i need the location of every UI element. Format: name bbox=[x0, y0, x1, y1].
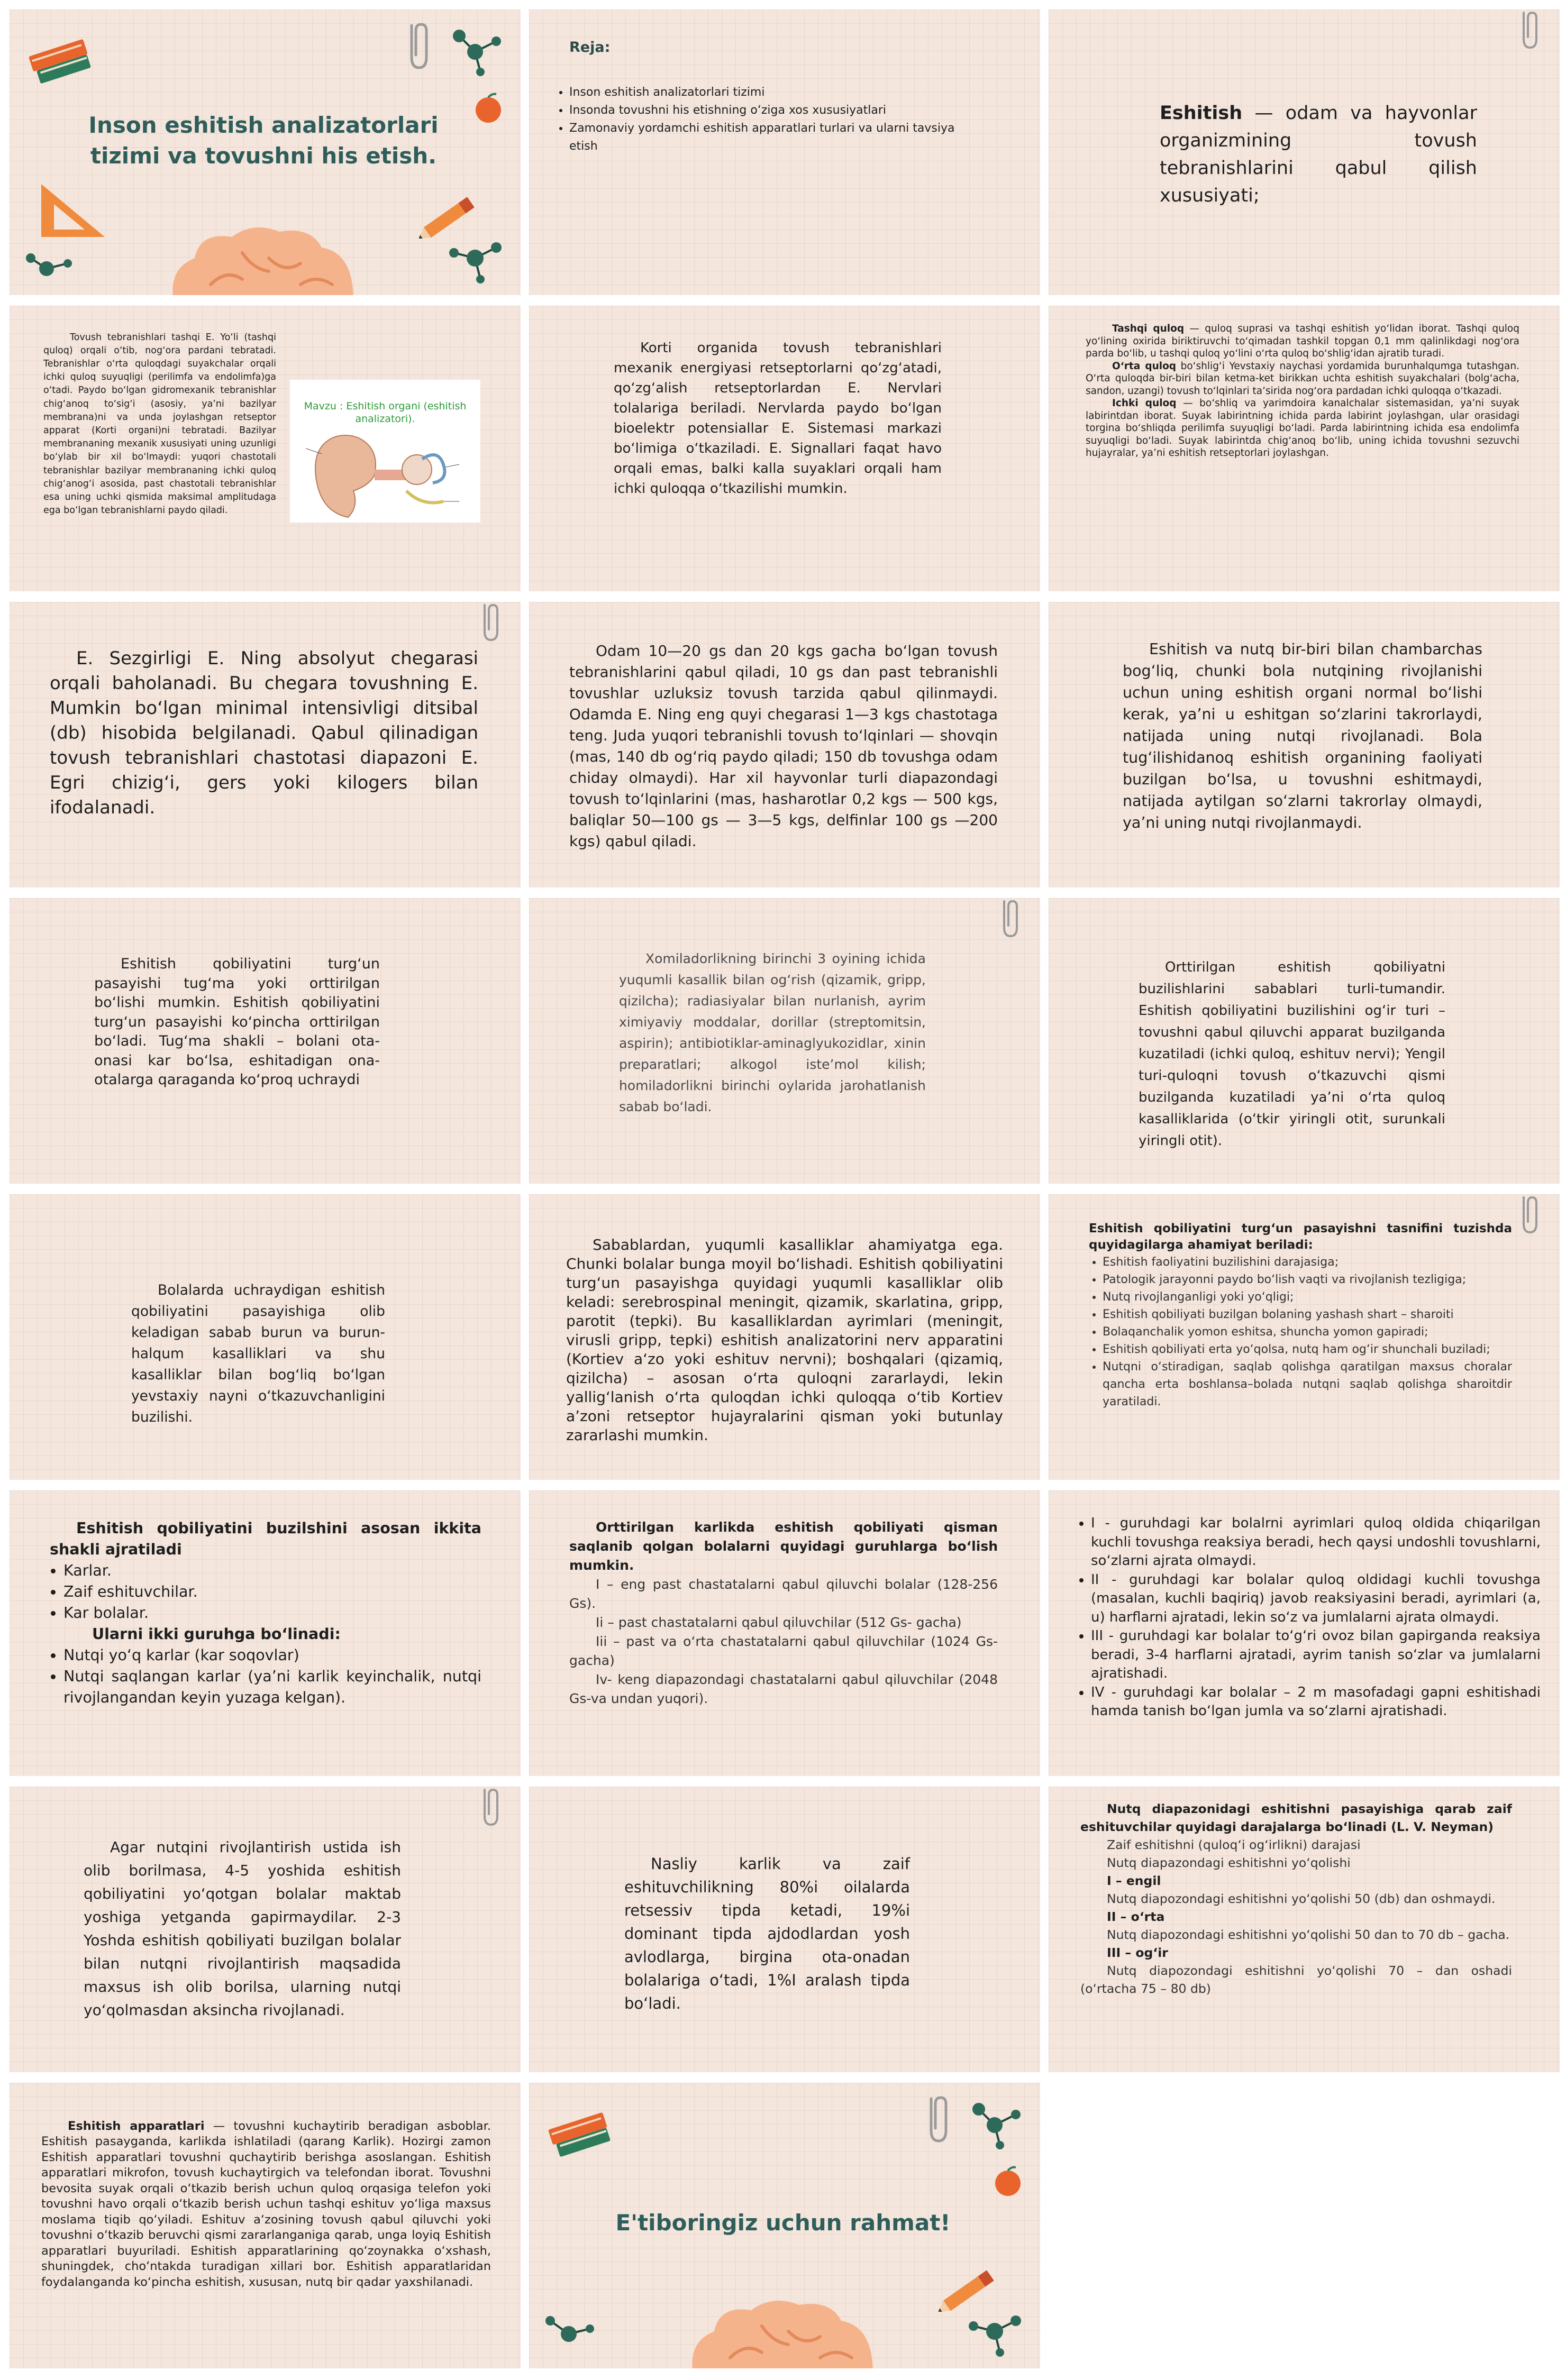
forms-item: • Zaif eshituvchilar. bbox=[63, 1581, 481, 1603]
classification-item: • Eshitish faoliyatini buzilishini darajasiga; bbox=[1103, 1253, 1512, 1271]
deaf-reaction-item: • IV - guruhdagi kar bolalar – 2 m masofadagi gapni eshitishadi hamda tanish bo‘lgan jumla va so‘zlarni ajratishadi. bbox=[1091, 1683, 1541, 1721]
deaf-group-item: • Nutqi saqlangan karlar (ya’ni karlik keyinchalik, nutqi rivojlangandan keyin yuzaga kelgan). bbox=[63, 1666, 481, 1708]
degree-label: III – og‘ir bbox=[1107, 1945, 1168, 1960]
apple-icon bbox=[470, 89, 507, 126]
middle-ear-paragraph bbox=[1086, 360, 1519, 398]
slide-22 bbox=[10, 2083, 521, 2368]
ear-diagram bbox=[301, 427, 470, 523]
slide-2 bbox=[529, 10, 1040, 295]
groups-heading: Orttirilgan karlikda eshitish qobiliyati qisman saqlanib qolgan bolalarni quyidagi guruhlarga bo‘lish mumkin. bbox=[569, 1519, 998, 1573]
degrees-block bbox=[1080, 1800, 1512, 1998]
korti-text: Korti organida tovush tebranishlari mexanik energiyasi retseptorlarni qo‘zg‘atadi, qo‘zg‘alish retseptorlardan E. Nervlari tolalariga beriladi. Nervlarda paydo bo‘lgan bioelektr potensiallar E. Sistemasi markazi bo‘limiga o‘tkaziladi. E. Signallari faqat havo orqali emas, balki kalla suyaklari orqali ham ichki quloqqa o‘tkazilishi mumkin. bbox=[614, 340, 942, 497]
ear-figure bbox=[290, 380, 480, 523]
degrees-line: Zaif eshitishni (quloq‘i og‘irlikni) darajasi bbox=[1107, 1837, 1361, 1852]
molecule-icon bbox=[963, 2093, 1026, 2152]
hearing-aids-text bbox=[41, 2119, 491, 2291]
groups-item: Ii – past chastatalarni qabul qiluvchilar (512 Gs- gacha) bbox=[596, 1615, 962, 1630]
slide-10 bbox=[10, 898, 521, 1184]
inner-ear-paragraph bbox=[1086, 397, 1519, 460]
hearing-loss-text: Eshitish qobiliyatini turg‘un pasayishi tug‘ma yoki orttirilgan bo‘lishi mumkin. Eshitish qobiliyatini turg‘un pasayishi ko‘pincha orttirilgan bo‘ladi. Tug‘ma shakli – bolani ota-onasi kar bo‘lsa, eshitadigan ona-otalarga qaraganda ko‘proq uchraydi bbox=[94, 956, 380, 1088]
classification-list bbox=[1089, 1253, 1512, 1411]
slide-12 bbox=[1049, 898, 1560, 1184]
speech-development-text: Agar nutqini rivojlantirish ustida ish olib borilmasa, 4-5 yoshida eshitish qobiliyatini yo‘qotgan bolalar maktab yoshiga yetganda gapirmaydilar. 2-3 Yoshda eshitish qobiliyati buzilgan bolalar bilan nutqni rivojlantirish maqsadida maxsus ish olib borilsa, ularning nutqi yo‘qolmasdan aksincha rivojlanadi. bbox=[84, 1838, 401, 2019]
molecule-icon bbox=[443, 20, 507, 78]
classification-item: • Patologik jarayonni paydo bo‘lish vaqti va rivojlanish tezligiga; bbox=[1103, 1271, 1512, 1288]
slide-20 bbox=[529, 1787, 1040, 2072]
forms-heading: Eshitish qobiliyatini buzilshini asosan ikkita shakli ajratiladi bbox=[50, 1519, 481, 1558]
apple-icon bbox=[989, 2162, 1026, 2199]
paperclip-icon bbox=[1514, 10, 1546, 52]
slide-23 bbox=[529, 2083, 1040, 2368]
brain-icon bbox=[163, 221, 364, 295]
speech-text: Eshitish va nutq bir-biri bilan chambarchas bog‘liq, chunki bola nutqining rivojlanishi uchun uning eshitish organi normal bo‘lishi kerak, ya’ni u eshitgan so‘zlarini takrorlaydi, natijada uning nutqi rivojlanadi. Bola tug‘ilishidanoq eshitish organining faoliyati buzilgan bo‘lsa, u tovushni eshitmaydi, natijada aytilgan so‘zlarni takrorlay olmaydi, ya’ni uning nutqi rivojlanmaydi. bbox=[1123, 640, 1482, 831]
inner-ear-body: — bo‘shliq va yarimdoira kanalchalar sistemasidan, ya’ni suyak labirintdan iborat. Suyak labirintning ichida parda labirint joylashgan, ular orasidagi torgina bo‘shliqda perilimfa suyuqligi bo‘ladi. Parda labirintning ichida esa endolimfa suyuqligi bo‘ladi. Suyak labirintda chig‘anoq bo‘lib, uning ichida tovushni sezuvchi hujayralar, ya’ni eshitish retseptorlari joylashgan. bbox=[1086, 398, 1519, 459]
classification-heading: Eshitish qobiliyatini turg‘un pasayishni tasnifini tuzishda quyidagilarga ahamiyat beriladi: bbox=[1089, 1222, 1512, 1252]
books-icon bbox=[545, 2099, 619, 2178]
forms-item: • Kar bolalar. bbox=[63, 1603, 481, 1624]
classification-item: • Eshitish qobiliyati buzilgan bolaning yashash shart – sharoiti bbox=[1103, 1306, 1512, 1323]
slide-14 bbox=[529, 1194, 1040, 1480]
frequency-text: Odam 10—20 gs dan 20 kgs gacha bo‘lgan tovush tebranishlarini qabul qiladi, 10 gs dan past tebranishli tovushlar uzluksiz tovush tarzida qabul qilinmaydi. Odamda E. Ning eng quyi chegarasi 1—3 kgs chastotaga teng. Juda yuqori tebranishli tovush to‘lqinlari — shovqin (mas, 140 db og‘riq paydo qiladi; 150 db tovushga odam chiday olmaydi). Har xil hayvonlar turli diapazondagi tovush to‘lqinlarini (mas, hasharotlar 0,2 kgs — 500 kgs, baliqlar 50—100 gs — 3—5 kgs, delfinlar 100 gs —200 kgs) qabul qiladi. bbox=[569, 642, 998, 850]
presentation-title: Inson eshitish analizatorlari tizimi va tovushni his etish. bbox=[88, 112, 439, 169]
set-square-icon bbox=[36, 179, 110, 242]
middle-ear-term: O‘rta quloq bbox=[1112, 360, 1177, 372]
slide-5 bbox=[529, 306, 1040, 591]
deaf-reaction-item: • II - guruhdagi kar bolalar quloq oldidagi kuchli tovushga (masalan, kuchli baqiriq) javob reaksiyasini beradi, ayrimlari (a, u) harflarni ajratadi, lekin so‘z va jumlalarni ajrata olmaydi. bbox=[1091, 1571, 1541, 1627]
degrees-heading: Nutq diapazonidagi eshitishni pasayishiga qarab zaif eshituvchilar quyidagi darajalarga bo‘linadi (L. V. Neyman) bbox=[1080, 1801, 1512, 1834]
plan-heading: Reja: bbox=[569, 39, 611, 56]
degree-label: II – o‘rta bbox=[1107, 1909, 1165, 1924]
groups-block bbox=[569, 1518, 998, 1708]
definition-text bbox=[1160, 99, 1477, 209]
thanks-title: E'tiboringiz uchun rahmat! bbox=[615, 2210, 951, 2236]
deaf-reaction-item: • I - guruhdagi kar bolalrni ayrimlari quloq oldida chiqarilgan kuchli tovushga reaksiya beradi, hech qaysi undoshli tovushlarni, so‘zlarni ajrata olmaydi. bbox=[1091, 1514, 1541, 1571]
acquired-causes-text: Orttirilgan eshitish qobiliyatni buzilishlarini sabablari turli-tumandir. Eshitish qobiliyatini buzilishini og‘ir turi – tovushni qabul qiluvchi apparat buzilganda kuzatiladi (ichki quloq, eshituv nervi); Yengil turi-quloqni tovush o‘tkazuvchi qismi buzilganda kuzatiladi ya’ni o‘rta quloq kasalliklarida (o‘tkir yiringli otit, surunkali yiringli otit). bbox=[1139, 959, 1445, 1149]
slide-11 bbox=[529, 898, 1040, 1184]
books-icon bbox=[25, 25, 99, 105]
classification-item: • Nutq rivojlanganligi yoki yo‘qligi; bbox=[1103, 1288, 1512, 1306]
slide-8 bbox=[529, 602, 1040, 887]
slide-17 bbox=[529, 1490, 1040, 1776]
classification-item: • Nutqni o‘stiradigan, saqlab qolishga qaratilgan maxsus choralar qancha erta boshlansa–bolada nutqni saqlab qolishga sharoitdir yaratiladi. bbox=[1103, 1358, 1512, 1411]
slide-15 bbox=[1049, 1194, 1560, 1480]
hearing-aids-body: — tovushni kuchaytirib beradigan asboblar. Eshitish pasayganda, karlikda ishlatiladi (qarang Karlik). Hozirgi zamon Eshitish apparatlari tovushni quchaytirib berishga asoslangan. Eshitish apparatlari mikrofon, tovush kuchaytirgich va telefondan iborat. Tovushni bevosita suyak orqali o‘tkazib berish uchun quloq orqasiga telefon yoki tovushni havo orqali o‘tkazib berish uchun tashqi eshituv yo‘liga maxsus moslama tiqib qo‘yiladi. Eshituv a‘zosining tovush qabul qiluvchi yoki tovushni o‘tkazib beruvchi qismi zararlanganiga qarab, unga loyiq Eshitish apparatlari buyuriladi. Eshitish apparatlarining qo‘zoynakka o‘xshash, shuningdek, cho‘ntakda turadigan xillari bor. Eshitish apparatlaridan foydalanganda ko‘pincha eshitish, xususan, nutq bir qadar yaxshilanadi. bbox=[41, 2119, 491, 2289]
paperclip-icon bbox=[995, 898, 1026, 940]
forms-subheading: Ularni ikki guruhga bo‘linadi: bbox=[92, 1625, 341, 1643]
plan-item: • Zamonaviy yordamchi eshitish apparatlari turlari va ularni tavsiya etish bbox=[569, 120, 982, 155]
slide-6 bbox=[1049, 306, 1560, 591]
slide-9 bbox=[1049, 602, 1560, 887]
paperclip-icon bbox=[475, 602, 507, 644]
outer-ear-paragraph bbox=[1086, 323, 1519, 360]
deaf-group-item: • Nutqi yo‘q karlar (kar soqovlar) bbox=[63, 1645, 481, 1666]
slide-18 bbox=[1049, 1490, 1560, 1776]
classification-block bbox=[1089, 1221, 1512, 1411]
heredity-text: Nasliy karlik va zaif eshituvchilikning 80%i oilalarda retsessiv tipda ketadi, 19%i dominant tipda ajdodlardan yosh avlodlarga, birgina ota-onadan bolalariga o‘tadi, 1%I aralash tipda bo‘ladi. bbox=[624, 1855, 910, 2012]
slide-1 bbox=[10, 10, 521, 295]
definition-term: Eshitish bbox=[1160, 103, 1243, 124]
forms-item: • Karlar. bbox=[63, 1560, 481, 1581]
definition-body: — odam va hayvonlar organizmining tovush tebranishlarini qabul qilish xususiyati; bbox=[1160, 103, 1477, 206]
paperclip-icon bbox=[401, 20, 433, 73]
paperclip-icon bbox=[1514, 1194, 1546, 1237]
slide-7 bbox=[10, 602, 521, 887]
paperclip-icon bbox=[921, 2093, 952, 2146]
pregnancy-causes-text: Xomiladorlikning birinchi 3 oyining ichida yuqumli kasallik bilan og‘rish (qizamik, gripp, qizilcha); radiasiyalar bilan nurlanish, ayrim ximiyaviy moddalar, dorillar (streptomitsin, aspirin); antibiotiklar-aminaglyukozidlar, xinin preparatlari; alkogol iste’mol kilish; homiladorlikni birinchi oylarida jarohatlanish sabab bo‘ladi. bbox=[619, 951, 926, 1114]
paperclip-icon bbox=[475, 1787, 507, 1829]
degrees-line: Nutq diapazondagi eshitishni yo‘qolishi bbox=[1107, 1855, 1351, 1870]
deaf-groups-list bbox=[50, 1645, 481, 1708]
molecule-icon bbox=[540, 2305, 603, 2358]
degrees-line: Nutq diapozondagi eshitishni yo‘qolishi 50 dan to 70 db – gacha. bbox=[1107, 1927, 1510, 1942]
deaf-reactions-list bbox=[1077, 1514, 1541, 1721]
degrees-line: Nutq diapozondagi eshitishni yo‘qolishi 70 – dan oshadi (o‘rtacha 75 – 80 db) bbox=[1080, 1963, 1512, 1996]
groups-item: I – eng past chastatalarni qabul qiluvchi bolalar (128-256 Gs). bbox=[569, 1577, 998, 1611]
plan-item: • Insonda tovushni his etishning o‘ziga xos xususiyatlari bbox=[569, 102, 982, 120]
molecule-icon bbox=[443, 232, 507, 290]
outer-ear-body: — quloq suprasi va tashqi eshitish yo‘lidan iborat. Tashqi quloq yo‘lining oxirida biriktiruvchi to‘qimadan tashkil topgan 0,1 mm qalinlikdagi nog‘ora parda bo‘lib, u tashqi quloq yo‘lini o‘rta quloq bo‘shlig‘idan ajratib turadi. bbox=[1086, 323, 1519, 359]
molecule-icon bbox=[20, 242, 78, 290]
molecule-icon bbox=[963, 2305, 1026, 2363]
slide-13 bbox=[10, 1194, 521, 1480]
plan-list bbox=[556, 84, 982, 155]
hearing-aids-term: Eshitish apparatlari bbox=[68, 2119, 205, 2133]
sensitivity-text: E. Sezgirligi E. Ning absolyut chegarasi orqali baholanadi. Bu chegara tovushning E. Mumkin bo‘lgan minimal intensivligi ditsibal (db) hisobida belgilanadi. Qabul qilinadigan tovush tebranishlari chastotasi diapazoni E. Egri chizig‘i, gers yoki kilogers bilan ifodalanadi. bbox=[50, 648, 478, 818]
slide-21 bbox=[1049, 1787, 1560, 2072]
slide-3 bbox=[1049, 10, 1560, 295]
nasal-causes-text: Bolalarda uchraydigan eshitish qobiliyatini pasayishiga olib keladigan sabab burun va burun-halqum kasalliklari va shu kasalliklar bilan bog‘liq bo‘lgan yevstaxiy nayni o‘tkazuvchanligini buzilishi. bbox=[131, 1281, 385, 1425]
infection-causes-text: Sabablardan, yuqumli kasalliklar ahamiyatga ega. Chunki bolalar bunga moyil bo‘lishadi. Eshitish qobiliyatini turg‘un pasayishga quyidagi yuqumli kasalliklar olib keladi: serebrospinal meningit, qizamik, skarlatina, gripp, parotit (tepki). Bu kasalliklardan ayrimlari (meningit, virusli gripp, tepki) eshitish analizatorini nerv apparatini (Kortiev a‘zo yoki eshituv nervni); boshqalari (qizamiq, qizilcha) – asosan o‘rta quloqni zararlaydi, lekin yallig‘lanish o‘rta quloqdan ichki quloqqa o‘tib Kortiev a’zoni retseptor hujayralarini qisman yoki butunlay zararlashi mumkin. bbox=[566, 1236, 1003, 1444]
classification-item: • Eshitish qobiliyati erta yo‘qolsa, nutq ham og‘ir shunchali buziladi; bbox=[1103, 1341, 1512, 1358]
groups-item: Iii – past va o‘rta chastatalarni qabul qiluvchilar (1024 Gs-gacha) bbox=[569, 1634, 998, 1668]
forms-block bbox=[50, 1518, 481, 1708]
slide-16 bbox=[10, 1490, 521, 1776]
outer-ear-term: Tashqi quloq bbox=[1112, 323, 1185, 334]
plan-item: • Inson eshitish analizatorlari tizimi bbox=[569, 84, 982, 102]
groups-item: Iv- keng diapazondagi chastatalarni qabul qiluvchilar (2048 Gs-va undan yuqori). bbox=[569, 1672, 998, 1706]
degrees-line: Nutq diapozondagi eshitishni yo‘qolishi 50 (db) dan oshmaydi. bbox=[1107, 1891, 1496, 1906]
inner-ear-term: Ichki quloq bbox=[1112, 398, 1177, 409]
hearing-text: Tovush tebranishlari tashqi E. Yo‘li (tashqi quloq) orqali o‘tib, nog‘ora pardani tebratadi. Tebranishlar o‘rta quloqdagi suyakchalar orqali ichki quloq suyuqligi (perilimfa va endolimfa)ga o‘tadi. Paydo bo‘lgan gidromexanik tebranishlar chig‘anoq to‘sig‘i (asosiy, ya’ni bazilyar membrana)ni va unda joylashgan retseptor apparat (Korti organi)ni tebratadi. Bazilyar membrananing mexanik xususiyati uning uzunligi bo‘ylab bir xil bo‘lmaydi: yuqori chastotali tebranishlar bazilyar membrananing ichki quloq chig‘anog‘i asosida, past chastotali tebranishlar esa uning uchki qismida maksimal amplitudaga ega bo‘lgan tebranishlarni paydo qiladi. bbox=[43, 332, 276, 516]
brain-icon bbox=[682, 2294, 884, 2368]
ear-parts-text bbox=[1086, 323, 1519, 460]
deaf-reaction-item: • III - guruhdagi kar bolalar to‘g‘ri ovoz bilan gapirganda reaksiya beradi, 3-4 harflarni ajratadi, ayrim tanish so‘zlar va jumlalarni ajratishadi. bbox=[1091, 1627, 1541, 1683]
degree-label: I – engil bbox=[1107, 1873, 1161, 1888]
classification-item: • Bolaqanchalik yomon eshitsa, shuncha yomon gapiradi; bbox=[1103, 1323, 1512, 1341]
forms-list bbox=[50, 1560, 481, 1624]
figure-caption: Mavzu : Eshitish organi (eshitish analizatori). bbox=[304, 400, 467, 425]
slide-4 bbox=[10, 306, 521, 591]
slide-19 bbox=[10, 1787, 521, 2072]
middle-ear-body: bo‘shlig‘i Yevstaxiy naychasi yordamida burunhalqumga tutashgan. O‘rta quloqda bir-biri bilan ketma-ket birikkan uchta eshitish suyakchalari (bolg‘acha, sandon, uzangi) tovush to‘lqinlari ta’sirida nog‘ora pardadan ichki quloqqa o‘tkazadi. bbox=[1086, 360, 1519, 397]
